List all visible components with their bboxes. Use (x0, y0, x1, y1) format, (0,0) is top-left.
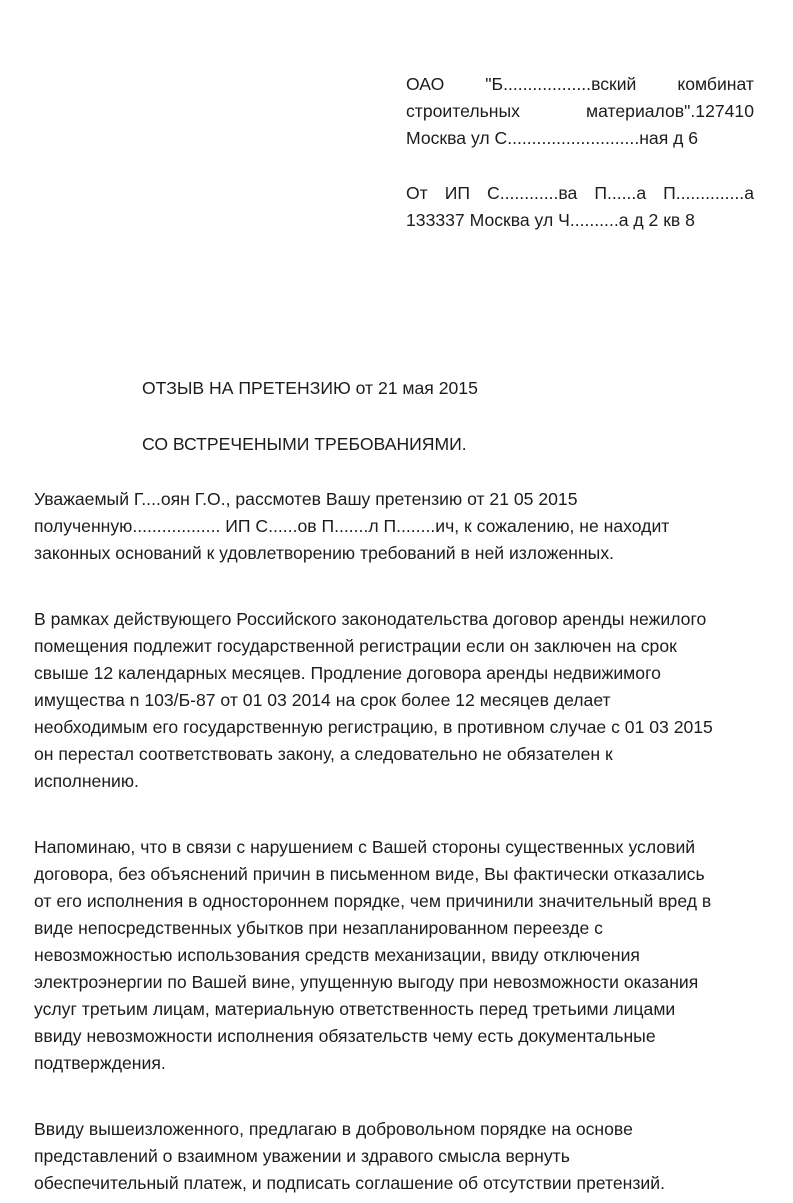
address-word: строительных (406, 101, 520, 121)
document-title: ОТЗЫВ НА ПРЕТЕНЗИЮ от 21 мая 2015 (142, 378, 478, 398)
recipient-address-line: Москва ул С...........................ная д 6 (406, 128, 699, 148)
text-line: виде непосредственных убытков при незапланированном переезде с (34, 918, 603, 938)
address-word: ИП (444, 183, 471, 203)
text-line: полученную.................. ИП С......ов П.......л П........ич, к сожалению, не находит (34, 516, 670, 536)
text-line: договора, без объяснений причин в письменном виде, Вы фактически отказались (34, 864, 705, 884)
address-word: П..............а (663, 183, 754, 203)
address-word: комбинат (677, 74, 754, 94)
address-word: "Б..................вский (485, 74, 637, 94)
text-line: исполнению. (34, 771, 139, 791)
address-word: От (406, 183, 428, 203)
text-line: услуг третьим лицам, материальную ответственность перед третьими лицами (34, 999, 676, 1019)
text-line: В рамках действующего Российского законодательства договор аренды нежилого (34, 609, 707, 629)
paragraph-proposal (34, 1116, 774, 1197)
text-line: Напоминаю, что в связи с нарушением с Вашей стороны существенных условий (34, 837, 696, 857)
text-line: электроэнергии по Вашей вине, упущенную выгоду при невозможности оказания (34, 972, 699, 992)
address-word: С............ва (487, 183, 578, 203)
document-subtitle: СО ВСТРЕЧЕНЫМИ ТРЕБОВАНИЯМИ. (142, 434, 467, 454)
paragraph-damages (34, 834, 774, 1077)
text-line: он перестал соответствовать закону, а следовательно не обязателен к (34, 744, 613, 764)
paragraph-greeting (34, 486, 774, 567)
sender-address-line (406, 180, 754, 207)
text-line: Ввиду вышеизложенного, предлагаю в добровольном порядке на основе (34, 1119, 633, 1139)
address-word: ОАО (406, 74, 445, 94)
text-line: от его исполнения в одностороннем порядке, чем причинили значительный вред в (34, 891, 712, 911)
sender-address (406, 180, 754, 234)
sender-address-line: 133337 Москва ул Ч..........а д 2 кв 8 (406, 210, 695, 230)
text-line: необходимым его государственную регистрацию, в противном случае с 01 03 2015 (34, 717, 713, 737)
text-line: помещения подлежит государственной регистрации если он заключен на срок (34, 636, 677, 656)
paragraph-legal-basis (34, 606, 774, 795)
address-word: П......а (594, 183, 647, 203)
text-line: представлений о взаимном уважении и здравого смысла вернуть (34, 1146, 570, 1166)
text-line: невозможностью использования средств механизации, ввиду отключения (34, 945, 640, 965)
text-line: обеспечительный платеж, и подписать соглашение об отсутствии претензий. (34, 1173, 665, 1193)
address-word: материалов".127410 (586, 101, 754, 121)
text-line: имущества n 103/Б-87 от 01 03 2014 на срок более 12 месяцев делает (34, 690, 611, 710)
text-line: ввиду невозможности исполнения обязательств чему есть документальные (34, 1026, 656, 1046)
text-line: свыше 12 календарных месяцев. Продление договора аренды недвижимого (34, 663, 661, 683)
text-line: законных оснований к удовлетворению требований в ней изложенных. (34, 543, 615, 563)
recipient-address-line (406, 98, 754, 125)
text-line: подтверждения. (34, 1053, 166, 1073)
recipient-address-line (406, 71, 754, 98)
text-line: Уважаемый Г....оян Г.О., рассмотев Вашу претензию от 21 05 2015 (34, 489, 578, 509)
recipient-address (406, 71, 754, 152)
